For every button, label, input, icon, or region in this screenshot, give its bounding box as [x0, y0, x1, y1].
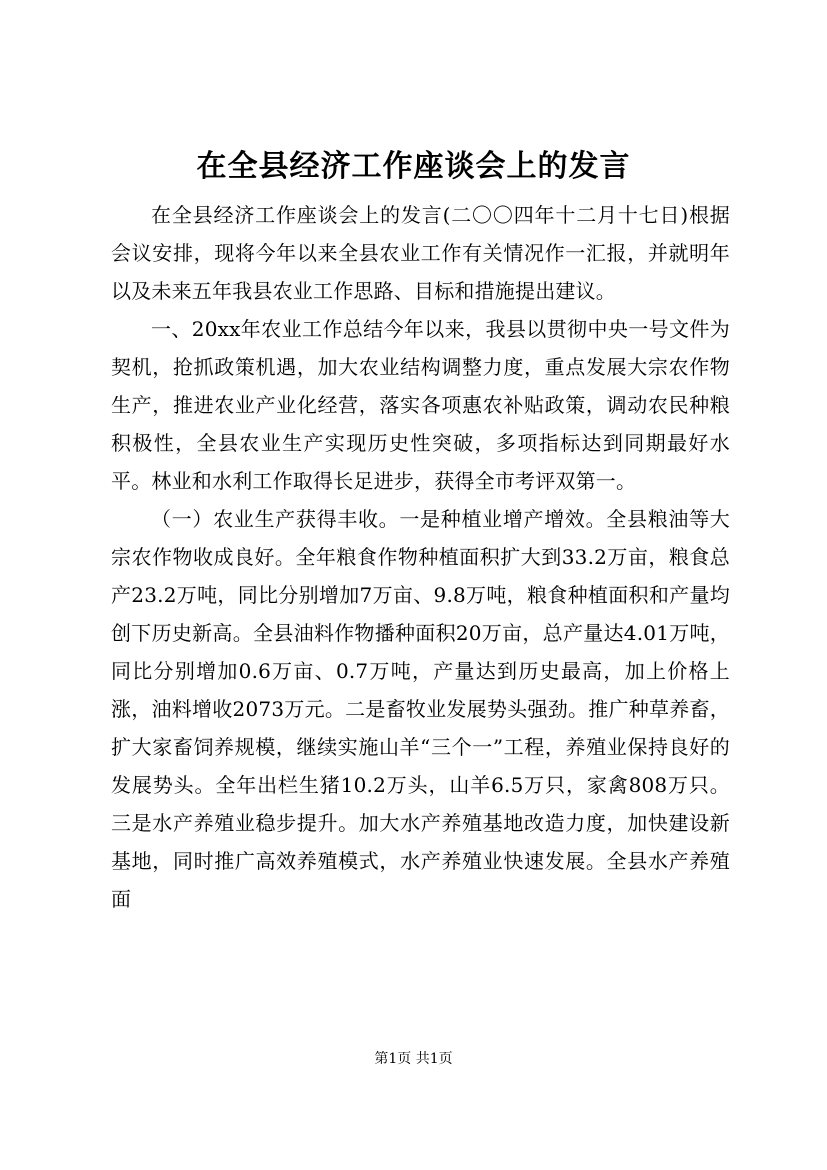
- page-footer: 第1页 共1页: [374, 1051, 453, 1067]
- document-body: [111, 196, 730, 918]
- paragraph-summary: 一、20xx年农业工作总结今年以来，我县以贯彻中央一号文件为契机，抢抓政策机遇，加大农业结构调整力度，重点发展大宗农作物生产，推进农业产业化经营，落实各项惠农补贴政策，调动农民种粮积极性，全县农业生产实现历史性突破，多项指标达到同期最好水平。林业和水利工作取得长足进步，获得全市考评双第一。: [111, 317, 730, 493]
- document-title: 在全县经济工作座谈会上的发言: [196, 149, 631, 184]
- paragraph-harvest: （一）农业生产获得丰收。一是种植业增产增效。全县粮油等大宗农作物收成良好。全年粮食作物种植面积扩大到33.2万亩，粮食总产23.2万吨，同比分别增加7万亩、9.8万吨，粮食种植面积和产量均创下历史新高。全县油料作物播种面积20万亩，总产量达4.01万吨，同比分别增加0.6万亩、0.7万吨，产量达到历史最高，加上价格上涨，油料增收2073万元。二是畜牧业发展势头强劲。推广种草养畜，扩大家畜饲养规模，继续实施山羊“三个一”工程，养殖业保持良好的发展势头。全年出栏生猪10.2万头，山羊6.5万只，家禽808万只。三是水产养殖业稳步提升。加大水产养殖基地改造力度，加快建设新基地，同时推广高效养殖模式，水产养殖业快速发展。全县水产养殖面: [111, 507, 730, 911]
- paragraph-intro: 在全县经济工作座谈会上的发言(二〇〇四年十二月十七日)根据会议安排，现将今年以来全县农业工作有关情况作一汇报，并就明年以及未来五年我县农业工作思路、目标和措施提出建议。: [111, 203, 730, 303]
